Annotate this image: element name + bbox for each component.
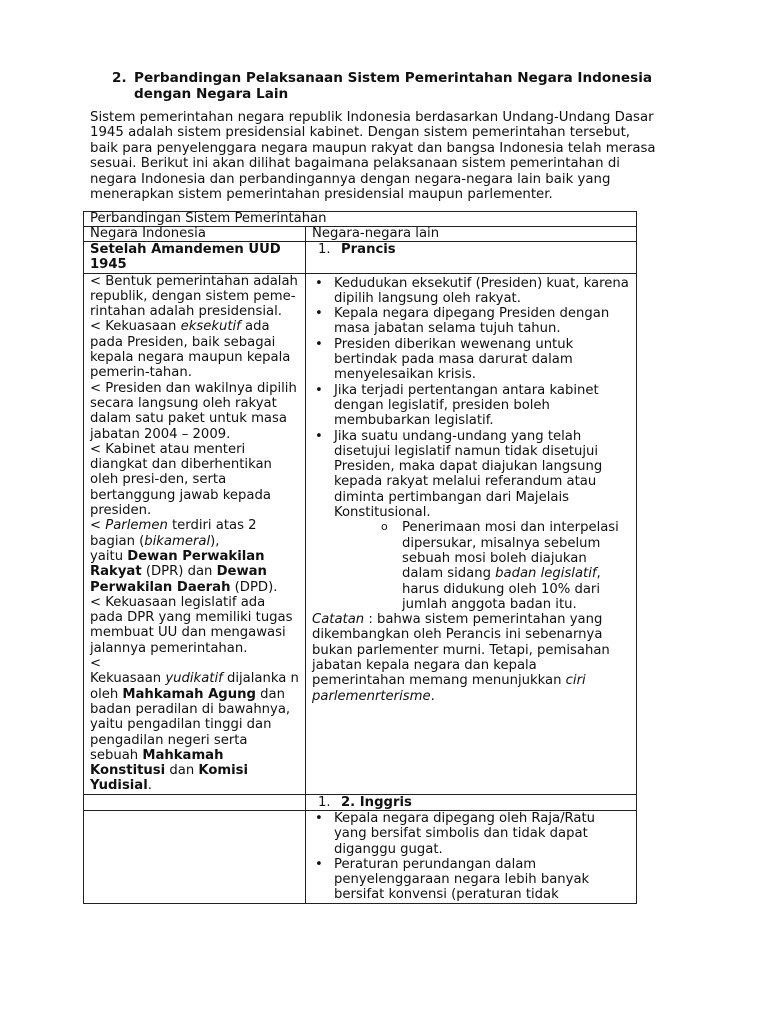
- catatan-note: Catatan : bahwa sistem pemerintahan yang dikembangkan oleh Perancis ini sebenarnya bukan parlementer murni. Tetapi, pemisahan jabatan kepala negara dan kepala pemerintahan memang menunjukkan ciri parlemenrterisme.: [312, 612, 610, 704]
- intro-line: sesuai. Berikut ini akan dilihat bagaimana pelaksanaan sistem pemerintahan di: [90, 156, 620, 172]
- indonesia-point: < Kekuasaan yudikatif dijalanka n oleh Mahkamah Agung dan badan peradilan di bawahnya, yaitu pengadilan tinggi dan pengadilan negeri serta sebuah Mahkamah Konstitusi dan Komisi Yudisial.: [90, 656, 299, 794]
- intro-line: baik para penyelenggara negara maupun rakyat dan bangsa Indonesia telah merasa: [90, 140, 656, 156]
- heading-title-line-1: Perbandingan Pelaksanaan Sistem Pemerintahan Negara Indonesia: [134, 70, 653, 86]
- england-number: 1.: [318, 794, 331, 810]
- france-heading: [312, 242, 630, 257]
- indonesia-cell: [84, 273, 306, 794]
- england-heading: [312, 795, 630, 810]
- france-label: Prancis: [341, 242, 396, 257]
- france-header-cell: [306, 242, 637, 274]
- indonesia-point: < Kekuasaan eksekutif ada pada Presiden, baik sebagai kepala negara maupun kepala pemerin-tahan.: [90, 319, 291, 381]
- france-number: 1.: [318, 242, 331, 257]
- col-header-indonesia: Negara Indonesia: [84, 227, 306, 242]
- intro-line: Sistem pemerintahan negara republik Indonesia berdasarkan Undang-Undang Dasar: [90, 110, 654, 125]
- table-title: Perbandingan Sistem Pemerintahan: [84, 212, 637, 227]
- france-point: • Jika suatu undang-undang yang telah disetujui legislatif namun tidak disetujui Presiden, maka dapat diajukan langsung kepada rakyat melalui referandum atau diminta pertimbangan dari Majelais Konstitusional.: [334, 429, 630, 521]
- comparison-table: [83, 211, 637, 904]
- indonesia-point: < Parlemen terdiri atas 2 bagian (bikameral), yaitu Dewan Perwakilan Rakyat (DPR) dan Dewan Perwakilan Daerah (DPD).: [90, 518, 278, 595]
- france-cell: [306, 273, 637, 794]
- england-cell: [306, 810, 637, 903]
- england-header-cell: [306, 794, 637, 810]
- col-header-other: Negara-negara lain: [306, 227, 637, 242]
- intro-line: negara Indonesia dan perbandingannya dengan negara-negara lain baik yang: [90, 171, 611, 187]
- france-point: • Jika terjadi pertentangan antara kabinet dengan legislatif, presiden boleh membubarkan legislatif.: [334, 383, 630, 429]
- indonesia-point: < Kabinet atau menteri diangkat dan diberhentikan oleh presi-den, serta bertanggung jawab kepada presiden.: [90, 441, 272, 519]
- england-point: • Peraturan perundangan dalam penyelenggaraan negara lebih banyak bersifat konvensi (peraturan tidak: [334, 857, 630, 903]
- indonesia-point: < Kekuasaan legislatif ada pada DPR yang memiliki tugas membuat UU dan mengawasi jalannya pemerintahan.: [90, 594, 293, 656]
- heading-number: 2.: [112, 70, 127, 86]
- intro-line: menerapkan sistem pemerintahan presidensial maupun parlementer.: [90, 187, 553, 203]
- empty-cell: [84, 794, 306, 810]
- france-point: • Presiden diberikan wewenang untuk bertindak pada masa darurat dalam menyelesaikan krisis.: [334, 337, 630, 383]
- indonesia-point: < Bentuk pemerintahan adalah republik, dengan sistem peme-rintahan adalah presidensial.: [90, 273, 298, 320]
- intro-paragraph: [90, 110, 686, 202]
- france-sub-point: o Penerimaan mosi dan interpelasi dipersukar, misalnya sebelum sebuah mosi boleh diajukan dalam sidang badan legislatif, harus didukung oleh 10% dari jumlah anggota badan itu.: [402, 520, 630, 612]
- france-point: • Kepala negara dipegang Presiden dengan masa jabatan selama tujuh tahun.: [334, 306, 630, 337]
- heading-title-line-2: dengan Negara Lain: [134, 86, 289, 102]
- indonesia-point: < Presiden dan wakilnya dipilih secara langsung oleh rakyat dalam satu paket untuk masa jabatan 2004 – 2009.: [90, 380, 297, 442]
- indonesia-subheader: Setelah Amandemen UUD 1945: [84, 242, 306, 274]
- france-point: • Kedudukan eksekutif (Presiden) kuat, karena dipilih langsung oleh rakyat.: [334, 276, 630, 307]
- england-point: • Kepala negara dipegang oleh Raja/Ratu yang bersifat simbolis dan tidak dapat diganggu gugat.: [334, 811, 630, 857]
- empty-cell: [84, 810, 306, 903]
- england-label: 2. Inggris: [341, 794, 412, 810]
- intro-line: 1945 adalah sistem presidensial kabinet. Dengan sistem pemerintahan tersebut,: [90, 125, 631, 141]
